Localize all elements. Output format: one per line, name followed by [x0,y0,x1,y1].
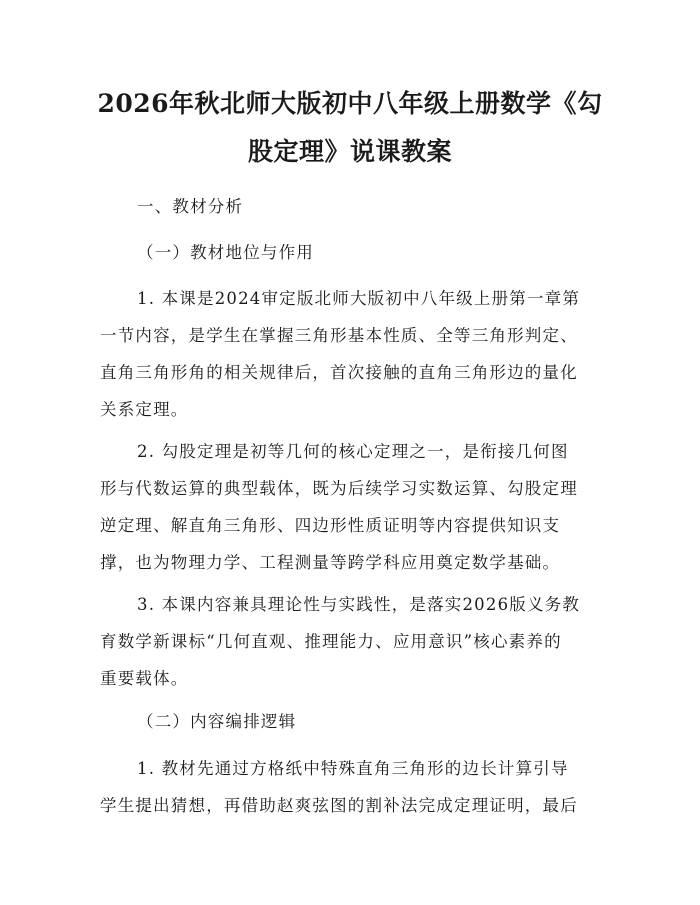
paragraph-3 [100,586,600,697]
paragraph-line: 3. 本课内容兼具理论性与实践性，是落实2026版义务教 [137,595,581,614]
subsection-heading-position-and-role: （一）教材地位与作用 [137,243,314,262]
paragraph-line: 形与代数运算的典型载体，既为后续学习实数运算、勾股定理 [100,479,578,498]
paragraph-line: 直角三角形角的相关规律后，首次接触的直角三角形边的量化 [100,363,578,382]
paragraph-line: 1. 本课是2024审定版北师大版初中八年级上册第一章第 [137,289,581,308]
paragraph-line: 逆定理、解直角三角形、四边形性质证明等内容提供知识支 [100,516,561,535]
paragraph-line: 2. 勾股定理是初等几何的核心定理之一，是衔接几何图 [137,442,569,461]
paragraph-4 [100,750,600,824]
title-line-1: 2026年秋北师大版初中八年级上册数学《勾 [97,89,603,118]
paragraph-line: 一节内容，是学生在掌握三角形基本性质、全等三角形判定、 [100,326,578,345]
paragraph-1 [100,280,600,428]
paragraph-line: 学生提出猜想，再借助赵爽弦图的割补法完成定理证明，最后 [100,796,578,815]
paragraph-line: 撑，也为物理力学、工程测量等跨学科应用奠定数学基础。 [100,553,561,572]
document-title [80,80,620,176]
subsection-heading-content-arrangement: （二）内容编排逻辑 [137,712,297,731]
paragraph-line: 1. 教材先通过方格纸中特殊直角三角形的边长计算引导 [137,759,569,778]
paragraph-line: 关系定理。 [100,400,189,419]
paragraph-line: 重要载体。 [100,669,189,688]
paragraph-line: 育数学新课标“几何直观、推理能力、应用意识”核心素养的 [100,632,562,651]
paragraph-2 [100,433,600,581]
section-heading-teaching-material-analysis: 一、教材分析 [137,197,244,216]
title-line-2: 股定理》说课教案 [247,137,452,166]
